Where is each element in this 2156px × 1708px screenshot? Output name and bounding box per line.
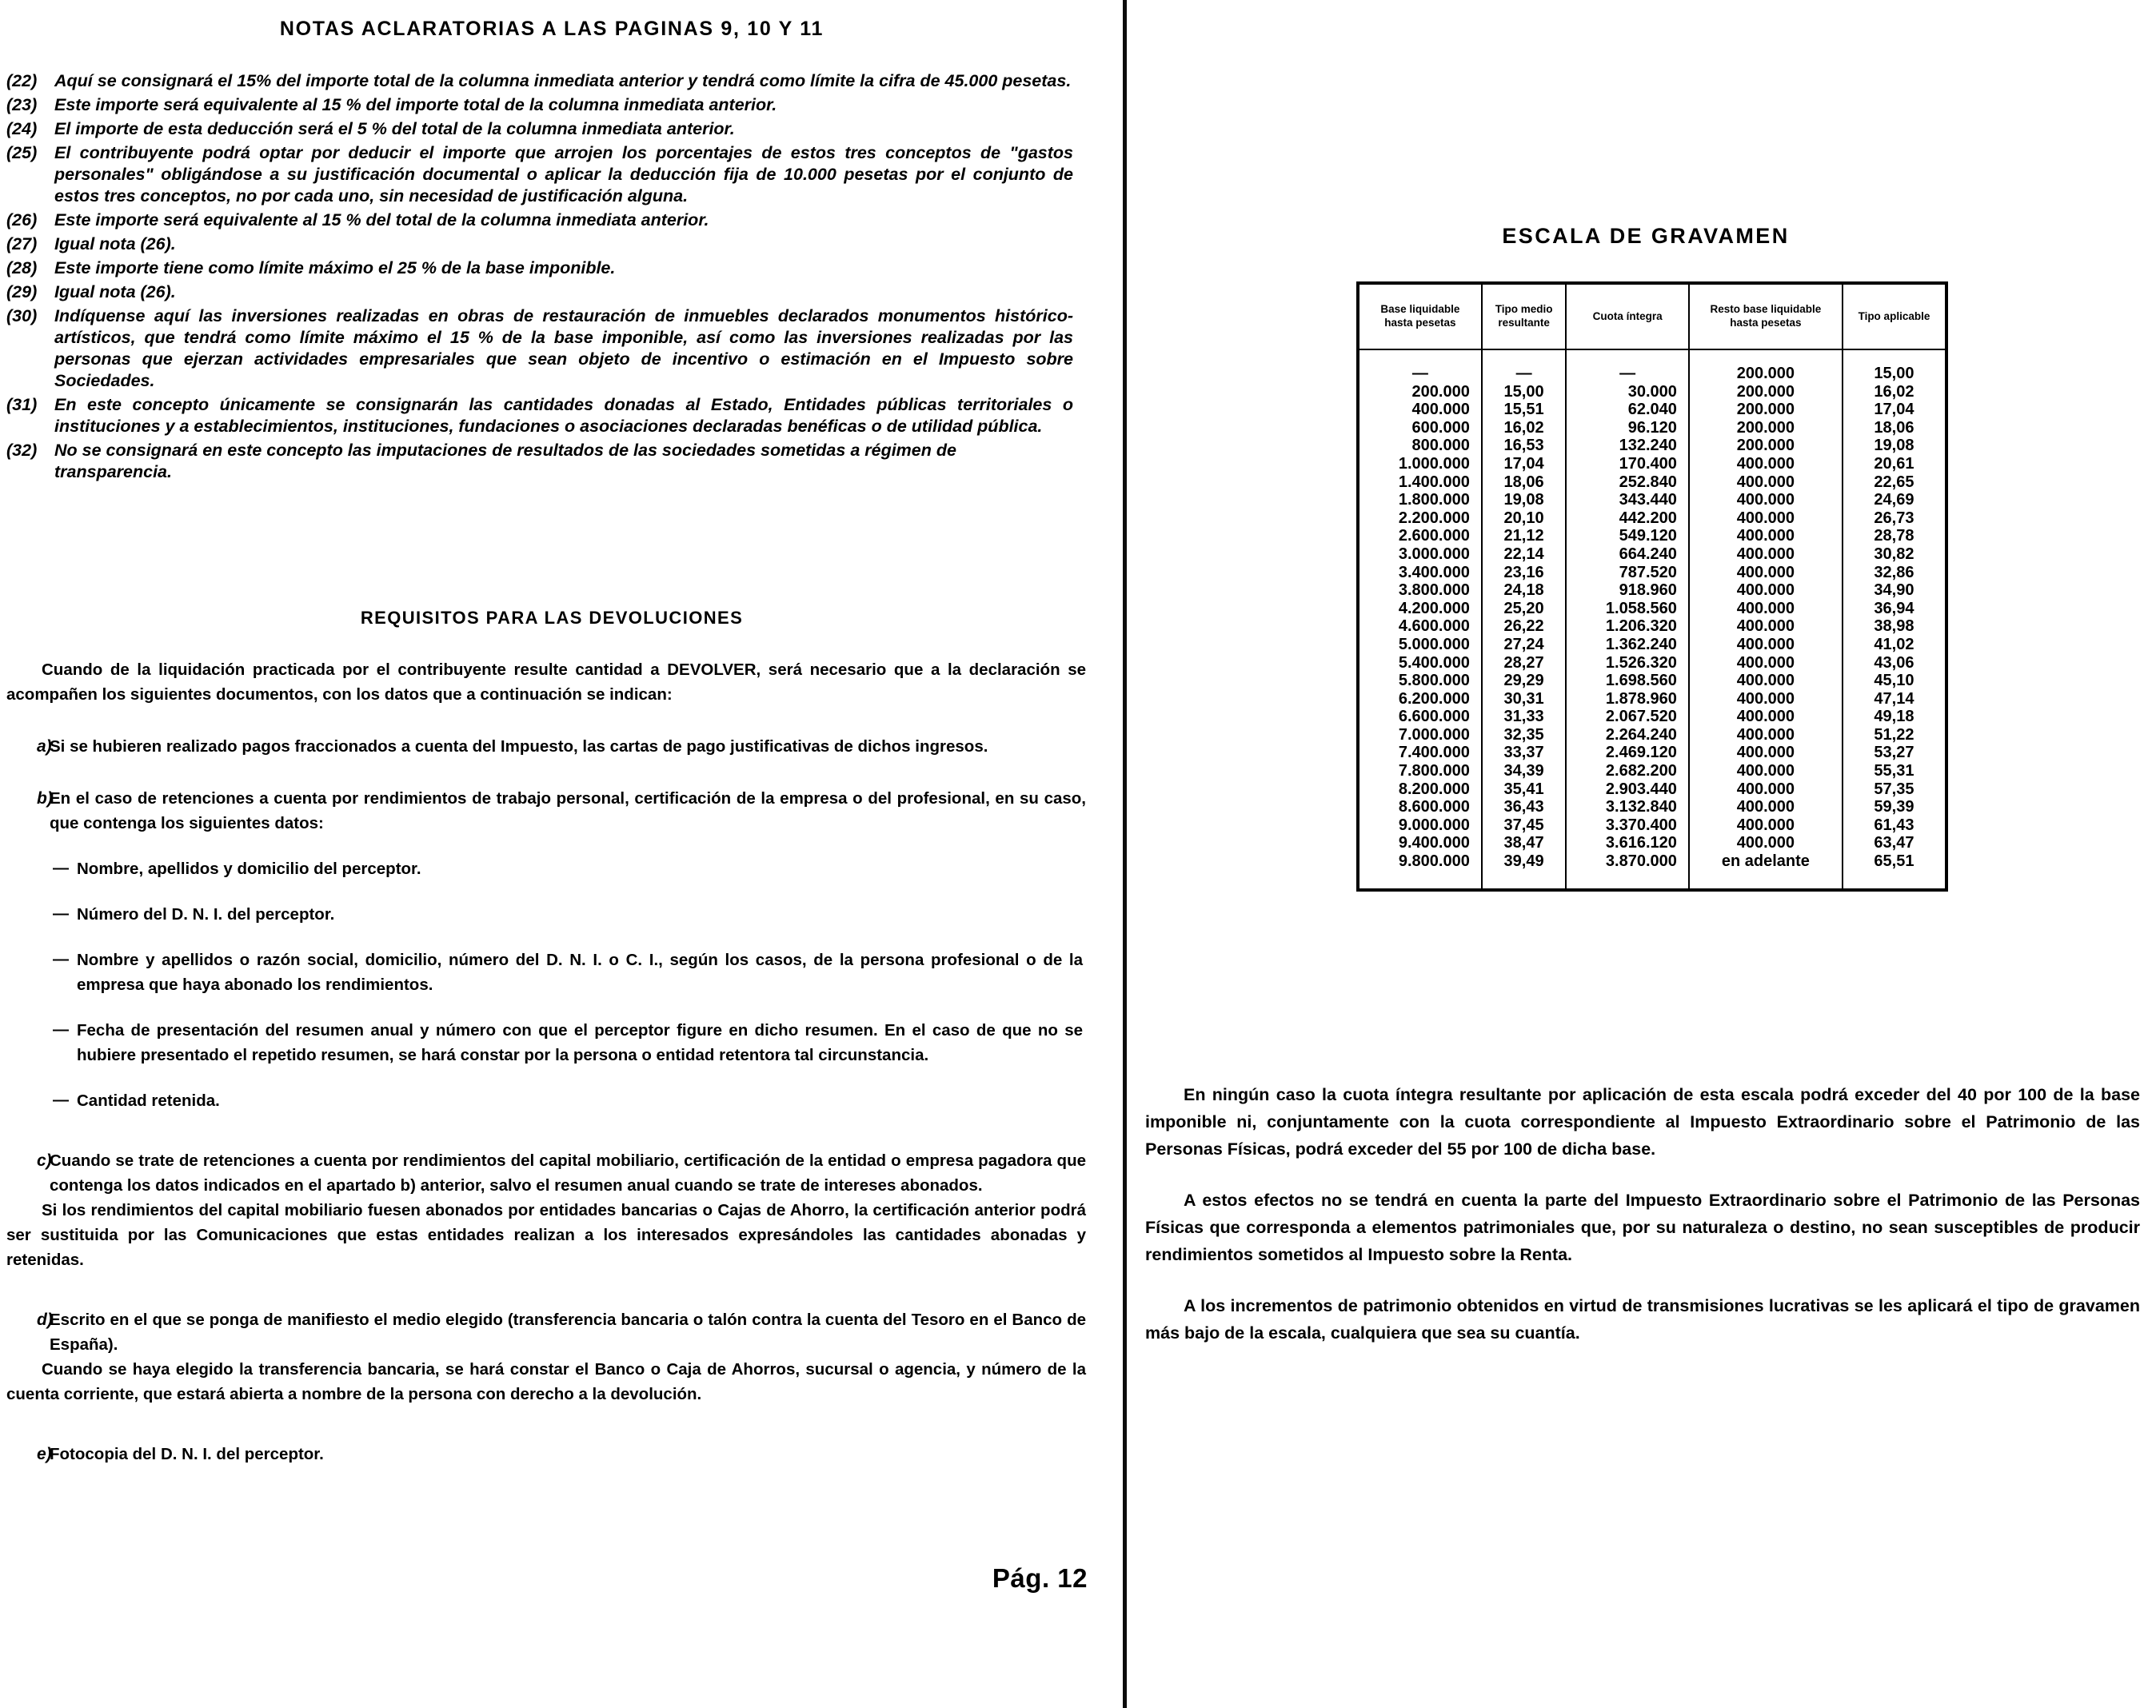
table-row — [1358, 744, 1946, 762]
cell-tipo-medio: 20,10 — [1482, 509, 1567, 528]
note-item — [6, 281, 1086, 303]
cell-tipo-medio: 15,51 — [1482, 401, 1567, 419]
column-header-tipo-aplicable — [1843, 283, 1946, 349]
cell-tipo-aplicable: 28,78 — [1843, 527, 1946, 545]
cell-tipo-medio: 33,37 — [1482, 744, 1567, 762]
header-line-2: resultante — [1498, 317, 1550, 329]
cell-tipo-medio: 16,02 — [1482, 419, 1567, 437]
cell-resto-base: 400.000 — [1689, 744, 1843, 762]
cell-tipo-medio: 34,39 — [1482, 762, 1567, 780]
cell-tipo-medio: 37,45 — [1482, 816, 1567, 835]
item-text-d: Escrito en el que se ponga de manifiesto el medio elegido (transferencia bancaria o talón contra la cuenta del Tesoro en el Banco de España). — [50, 1311, 1086, 1354]
cell-cuota-integra: 2.903.440 — [1566, 780, 1689, 799]
cell-cuota-integra: 3.870.000 — [1566, 852, 1689, 890]
cell-tipo-aplicable: 55,31 — [1843, 762, 1946, 780]
note-item — [6, 440, 1086, 483]
item-text-b: En el caso de retenciones a cuenta por rendimientos de trabajo personal, certificación de la empresa o del profesional, en su caso, que contenga los siguientes datos: — [50, 789, 1086, 832]
cell-cuota-integra: 252.840 — [1566, 473, 1689, 492]
cell-tipo-medio: 21,12 — [1482, 527, 1567, 545]
cell-resto-base: 200.000 — [1689, 401, 1843, 419]
requirement-item-b — [0, 786, 1104, 836]
header-line-1: Cuota íntegra — [1592, 309, 1663, 322]
cell-resto-base: 400.000 — [1689, 834, 1843, 852]
cell-cuota-integra: 170.400 — [1566, 455, 1689, 473]
table-row — [1358, 617, 1946, 636]
cell-resto-base: 200.000 — [1689, 349, 1843, 383]
cell-resto-base: 400.000 — [1689, 564, 1843, 582]
cell-tipo-medio: 26,22 — [1482, 617, 1567, 636]
cell-tipo-aplicable: 30,82 — [1843, 545, 1946, 564]
clarifying-notes-list — [6, 70, 1086, 485]
tax-scale-table — [1356, 281, 1948, 892]
cell-base-liquidable: 9.800.000 — [1358, 852, 1482, 890]
note-number: (28) — [6, 258, 38, 277]
cell-tipo-aplicable: 18,06 — [1843, 419, 1946, 437]
note-number: (32) — [6, 441, 38, 460]
cell-resto-base: 400.000 — [1689, 527, 1843, 545]
cell-tipo-medio: 35,41 — [1482, 780, 1567, 799]
cell-cuota-integra: 787.520 — [1566, 564, 1689, 582]
cell-cuota-integra: 918.960 — [1566, 581, 1689, 600]
table-row — [1358, 419, 1946, 437]
cell-resto-base: 400.000 — [1689, 617, 1843, 636]
table-row — [1358, 726, 1946, 744]
cell-cuota-integra: 1.058.560 — [1566, 600, 1689, 618]
cell-base-liquidable: 2.200.000 — [1358, 509, 1482, 528]
cell-tipo-aplicable: 61,43 — [1843, 816, 1946, 835]
cell-base-liquidable: 5.800.000 — [1358, 672, 1482, 690]
sub-item-b2 — [0, 902, 1104, 927]
cell-tipo-medio: 24,18 — [1482, 581, 1567, 600]
cell-tipo-aplicable: 15,00 — [1843, 349, 1946, 383]
table-row — [1358, 491, 1946, 509]
cell-cuota-integra: — — [1566, 349, 1689, 383]
requirement-item-c — [0, 1148, 1104, 1198]
cell-tipo-aplicable: 17,04 — [1843, 401, 1946, 419]
cell-tipo-aplicable: 24,69 — [1843, 491, 1946, 509]
cell-resto-base: 200.000 — [1689, 383, 1843, 401]
cell-cuota-integra: 62.040 — [1566, 401, 1689, 419]
column-header-tipo-medio — [1482, 283, 1567, 349]
cell-base-liquidable: 6.200.000 — [1358, 690, 1482, 708]
cell-tipo-aplicable: 57,35 — [1843, 780, 1946, 799]
sub-item-b1 — [0, 856, 1104, 881]
cell-base-liquidable: 1.400.000 — [1358, 473, 1482, 492]
sub-item-b4 — [0, 1018, 1104, 1068]
item-text-c-continued: Si los rendimientos del capital mobiliario fuesen abonados por entidades bancarias o Cajas de Ahorro, la certificación anterior podrá ser sustituida por las Comunicaciones que estas entidades realizan a los interesados expresándoles las cantidades abonadas y retenidas. — [6, 1201, 1086, 1269]
cell-base-liquidable: 3.800.000 — [1358, 581, 1482, 600]
note-item — [6, 94, 1086, 116]
sub-item-b5 — [0, 1088, 1104, 1113]
cell-tipo-aplicable: 38,98 — [1843, 617, 1946, 636]
cell-tipo-aplicable: 22,65 — [1843, 473, 1946, 492]
table-row — [1358, 401, 1946, 419]
table-row — [1358, 852, 1946, 890]
cell-tipo-medio: — — [1482, 349, 1567, 383]
cell-resto-base: 400.000 — [1689, 816, 1843, 835]
table-row — [1358, 654, 1946, 672]
table-row — [1358, 437, 1946, 455]
cell-tipo-aplicable: 59,39 — [1843, 798, 1946, 816]
cell-cuota-integra: 1.698.560 — [1566, 672, 1689, 690]
cell-tipo-medio: 39,49 — [1482, 852, 1567, 890]
cell-cuota-integra: 1.878.960 — [1566, 690, 1689, 708]
cell-cuota-integra: 2.469.120 — [1566, 744, 1689, 762]
dash-bullet-icon: — — [53, 1091, 69, 1109]
cell-tipo-aplicable: 45,10 — [1843, 672, 1946, 690]
header-line-1: Resto base liquidable — [1710, 303, 1822, 315]
page-number: Pág. 12 — [992, 1563, 1088, 1593]
cell-resto-base: 400.000 — [1689, 654, 1843, 672]
table-row — [1358, 509, 1946, 528]
refunds-intro-paragraph: Cuando de la liquidación practicada por el contribuyente resulte cantidad a DEVOLVER, será necesario que a la declaración se acompañen los siguientes documentos, con los datos que a continuación se indican: — [6, 660, 1086, 704]
note-text: El importe de esta deducción será el 5 % del total de la columna inmediata anterior. — [54, 119, 735, 138]
header-line-2: hasta pesetas — [1384, 317, 1456, 329]
note-number: (24) — [6, 119, 38, 138]
cell-base-liquidable: 400.000 — [1358, 401, 1482, 419]
table-row — [1358, 708, 1946, 726]
cell-tipo-aplicable: 63,47 — [1843, 834, 1946, 852]
table-body — [1358, 349, 1946, 890]
header-line-1: Base liquidable — [1380, 303, 1460, 315]
notes-section-heading: NOTAS ACLARATORIAS A LAS PAGINAS 9, 10 Y 11 — [279, 18, 824, 40]
refunds-section-heading: REQUISITOS PARA LAS DEVOLUCIONES — [360, 608, 744, 628]
cell-tipo-medio: 16,53 — [1482, 437, 1567, 455]
scale-paragraph-3: A los incrementos de patrimonio obtenidos en virtud de transmisiones lucrativas se les aplicará el tipo de gravamen más bajo de la escala, cualquiera que sea su cuantía. — [1145, 1296, 2140, 1343]
cell-tipo-medio: 28,27 — [1482, 654, 1567, 672]
scale-paragraph-1: En ningún caso la cuota íntegra resultante por aplicación de esta escala podrá exceder del 40 por 100 de la base imponible ni, conjuntamente con la cuota correspondiente al Impuesto Extraordinario sobre el Patrimonio de las Personas Físicas, podrá exceder del 55 por 100 de dicha base. — [1145, 1085, 2140, 1159]
scale-table-heading: ESCALA DE GRAVAMEN — [1502, 224, 1790, 248]
note-text: Aquí se consignará el 15% del importe total de la columna inmediata anterior y tendrá como límite la cifra de 45.000 pesetas. — [54, 71, 1072, 90]
table-row — [1358, 762, 1946, 780]
table-row — [1358, 581, 1946, 600]
cell-cuota-integra: 1.526.320 — [1566, 654, 1689, 672]
item-text-e: Fotocopia del D. N. I. del perceptor. — [50, 1445, 324, 1463]
note-item — [6, 70, 1086, 92]
cell-tipo-aplicable: 41,02 — [1843, 636, 1946, 654]
cell-tipo-aplicable: 20,61 — [1843, 455, 1946, 473]
right-column — [1136, 0, 2156, 1708]
item-text-c: Cuando se trate de retenciones a cuenta por rendimientos del capital mobiliario, certificación de la entidad o empresa pagadora que contenga los datos indicados en el apartado b) anterior, salvo el resumen anual cuando se trate de intereses abonados. — [50, 1151, 1086, 1195]
note-text: En este concepto únicamente se consignarán las cantidades donadas al Estado, Entidades públicas territoriales o instituciones y a establecimientos, instituciones, fundaciones o asociaciones declaradas benéficas o de utilidad pública. — [54, 395, 1073, 436]
cell-tipo-medio: 25,20 — [1482, 600, 1567, 618]
cell-base-liquidable: 5.400.000 — [1358, 654, 1482, 672]
cell-tipo-aplicable: 43,06 — [1843, 654, 1946, 672]
sub-item-text: Nombre, apellidos y domicilio del perceptor. — [77, 860, 421, 878]
note-text: Este importe será equivalente al 15 % del importe total de la columna inmediata anterior. — [54, 95, 777, 114]
requirement-item-e — [0, 1442, 1104, 1467]
cell-resto-base: 400.000 — [1689, 491, 1843, 509]
sub-item-text: Número del D. N. I. del perceptor. — [77, 905, 335, 924]
dash-bullet-icon: — — [53, 860, 69, 877]
cell-tipo-medio: 30,31 — [1482, 690, 1567, 708]
note-text: Igual nota (26). — [54, 234, 176, 253]
item-marker-a: a) — [37, 737, 52, 756]
cell-base-liquidable: 8.200.000 — [1358, 780, 1482, 799]
scale-table-container — [1356, 281, 1948, 892]
item-marker-e: e) — [37, 1445, 52, 1463]
header-line-1: Tipo aplicable — [1858, 309, 1930, 322]
column-divider-rule — [1123, 0, 1127, 1708]
note-number: (22) — [6, 71, 38, 90]
dash-bullet-icon: — — [53, 951, 69, 968]
table-row — [1358, 600, 1946, 618]
cell-base-liquidable: 800.000 — [1358, 437, 1482, 455]
note-number: (23) — [6, 95, 38, 114]
note-number: (30) — [6, 306, 38, 325]
cell-tipo-aplicable: 16,02 — [1843, 383, 1946, 401]
requirement-item-d — [0, 1307, 1104, 1357]
column-header-cuota-integra — [1566, 283, 1689, 349]
cell-tipo-medio: 17,04 — [1482, 455, 1567, 473]
cell-resto-base: 400.000 — [1689, 726, 1843, 744]
item-text-d-continued: Cuando se haya elegido la transferencia bancaria, se hará constar el Banco o Caja de Ahorros, sucursal o agencia, y número de la cuenta corriente, que estará abierta a nombre de la persona con derecho a la devolución. — [6, 1360, 1086, 1403]
cell-cuota-integra: 1.206.320 — [1566, 617, 1689, 636]
header-line-2: hasta pesetas — [1730, 317, 1802, 329]
table-row — [1358, 798, 1946, 816]
cell-resto-base: 400.000 — [1689, 672, 1843, 690]
item-marker-c: c) — [37, 1151, 52, 1170]
cell-cuota-integra: 30.000 — [1566, 383, 1689, 401]
cell-base-liquidable: 1.800.000 — [1358, 491, 1482, 509]
note-number: (31) — [6, 395, 38, 414]
cell-cuota-integra: 2.067.520 — [1566, 708, 1689, 726]
cell-cuota-integra: 96.120 — [1566, 419, 1689, 437]
dash-bullet-icon: — — [53, 1021, 69, 1039]
cell-resto-base: 400.000 — [1689, 708, 1843, 726]
note-text: No se consignará en este concepto las imputaciones de resultados de las sociedades sometidas a régimen de transparencia. — [54, 441, 956, 481]
cell-tipo-medio: 23,16 — [1482, 564, 1567, 582]
cell-base-liquidable: 7.000.000 — [1358, 726, 1482, 744]
cell-resto-base: 400.000 — [1689, 762, 1843, 780]
column-header-base-liquidable — [1358, 283, 1482, 349]
note-item — [6, 305, 1086, 392]
sub-item-text: Fecha de presentación del resumen anual y número con que el perceptor figure en dicho resumen. En el caso de que no se hubiere presentado el repetido resumen, se hará constar por la persona o entidad retentora tal circunstancia. — [77, 1021, 1083, 1064]
cell-cuota-integra: 3.616.120 — [1566, 834, 1689, 852]
cell-cuota-integra: 132.240 — [1566, 437, 1689, 455]
cell-resto-base: 400.000 — [1689, 581, 1843, 600]
table-row — [1358, 780, 1946, 799]
cell-tipo-aplicable: 51,22 — [1843, 726, 1946, 744]
cell-cuota-integra: 3.370.400 — [1566, 816, 1689, 835]
cell-resto-base: 400.000 — [1689, 600, 1843, 618]
sub-item-text: Cantidad retenida. — [77, 1091, 220, 1110]
cell-cuota-integra: 3.132.840 — [1566, 798, 1689, 816]
cell-tipo-medio: 32,35 — [1482, 726, 1567, 744]
cell-base-liquidable: 7.800.000 — [1358, 762, 1482, 780]
cell-tipo-aplicable: 53,27 — [1843, 744, 1946, 762]
refunds-section-body — [0, 657, 1104, 1467]
table-row — [1358, 455, 1946, 473]
cell-cuota-integra: 549.120 — [1566, 527, 1689, 545]
cell-base-liquidable: 5.000.000 — [1358, 636, 1482, 654]
cell-resto-base: 400.000 — [1689, 455, 1843, 473]
cell-cuota-integra: 1.362.240 — [1566, 636, 1689, 654]
cell-cuota-integra: 664.240 — [1566, 545, 1689, 564]
cell-base-liquidable: 4.600.000 — [1358, 617, 1482, 636]
note-item — [6, 142, 1086, 207]
table-row — [1358, 545, 1946, 564]
cell-tipo-medio: 18,06 — [1482, 473, 1567, 492]
cell-resto-base: 200.000 — [1689, 419, 1843, 437]
item-marker-b: b) — [37, 789, 53, 808]
scale-explanatory-paragraphs — [1145, 1081, 2148, 1371]
cell-resto-base: 400.000 — [1689, 545, 1843, 564]
scale-paragraph-2: A estos efectos no se tendrá en cuenta la parte del Impuesto Extraordinario sobre el Patrimonio de las Personas Físicas que corresponda a elementos patrimoniales que, por su naturaleza o destino, no sean susceptibles de producir rendimientos sometidos al Impuesto sobre la Renta. — [1145, 1191, 2140, 1264]
cell-tipo-aplicable: 65,51 — [1843, 852, 1946, 890]
note-text: Indíquense aquí las inversiones realizadas en obras de restauración de inmuebles declarados monumentos histórico-artísticos, que tendrá como límite máximo el 15 % de la base imponible, así como las inversiones realizadas por las personas que ejerzan actividades empresariales que sean objeto de incentivo o estimación en el Impuesto sobre Sociedades. — [54, 306, 1073, 390]
note-number: (26) — [6, 210, 38, 229]
note-item — [6, 394, 1086, 437]
cell-cuota-integra: 2.682.200 — [1566, 762, 1689, 780]
cell-tipo-aplicable: 32,86 — [1843, 564, 1946, 582]
cell-cuota-integra: 2.264.240 — [1566, 726, 1689, 744]
table-row — [1358, 383, 1946, 401]
dash-bullet-icon: — — [53, 905, 69, 923]
cell-base-liquidable: 9.000.000 — [1358, 816, 1482, 835]
note-text: Igual nota (26). — [54, 282, 176, 301]
cell-base-liquidable: 6.600.000 — [1358, 708, 1482, 726]
cell-resto-base: 400.000 — [1689, 509, 1843, 528]
cell-base-liquidable: 7.400.000 — [1358, 744, 1482, 762]
note-number: (25) — [6, 143, 38, 162]
cell-tipo-medio: 27,24 — [1482, 636, 1567, 654]
note-text: Este importe tiene como límite máximo el 25 % de la base imponible. — [54, 258, 616, 277]
cell-base-liquidable: 8.600.000 — [1358, 798, 1482, 816]
note-number: (27) — [6, 234, 38, 253]
note-item — [6, 257, 1086, 279]
note-item — [6, 233, 1086, 255]
table-row — [1358, 816, 1946, 835]
note-item — [6, 210, 1086, 231]
table-row — [1358, 473, 1946, 492]
table-row — [1358, 834, 1946, 852]
cell-resto-base: 400.000 — [1689, 636, 1843, 654]
cell-tipo-medio: 29,29 — [1482, 672, 1567, 690]
cell-base-liquidable: 200.000 — [1358, 383, 1482, 401]
table-row — [1358, 527, 1946, 545]
cell-cuota-integra: 343.440 — [1566, 491, 1689, 509]
cell-base-liquidable: — — [1358, 349, 1482, 383]
cell-tipo-medio: 31,33 — [1482, 708, 1567, 726]
cell-resto-base: 400.000 — [1689, 798, 1843, 816]
table-row — [1358, 636, 1946, 654]
cell-tipo-aplicable: 34,90 — [1843, 581, 1946, 600]
cell-tipo-aplicable: 19,08 — [1843, 437, 1946, 455]
item-text-a: Si se hubieren realizado pagos fraccionados a cuenta del Impuesto, las cartas de pago justificativas de dichos ingresos. — [50, 737, 988, 756]
cell-base-liquidable: 600.000 — [1358, 419, 1482, 437]
cell-tipo-medio: 22,14 — [1482, 545, 1567, 564]
table-row — [1358, 690, 1946, 708]
cell-base-liquidable: 1.000.000 — [1358, 455, 1482, 473]
note-number: (29) — [6, 282, 38, 301]
cell-tipo-medio: 19,08 — [1482, 491, 1567, 509]
cell-base-liquidable: 3.400.000 — [1358, 564, 1482, 582]
cell-tipo-medio: 38,47 — [1482, 834, 1567, 852]
cell-resto-base: 200.000 — [1689, 437, 1843, 455]
header-line-1: Tipo medio — [1495, 303, 1553, 315]
note-text: El contribuyente podrá optar por deducir el importe que arrojen los porcentajes de estos tres conceptos de "gastos personales" obligándose a su justificación documental o aplicar la deducción fija de 10.000 pesetas por el conjunto de estos tres conceptos, no por cada uno, sin necesidad de justificación alguna. — [54, 143, 1073, 206]
cell-tipo-aplicable: 47,14 — [1843, 690, 1946, 708]
cell-resto-base: en adelante — [1689, 852, 1843, 890]
cell-base-liquidable: 9.400.000 — [1358, 834, 1482, 852]
note-text: Este importe será equivalente al 15 % del total de la columna inmediata anterior. — [54, 210, 709, 229]
cell-tipo-aplicable: 49,18 — [1843, 708, 1946, 726]
cell-base-liquidable: 3.000.000 — [1358, 545, 1482, 564]
sub-item-b3 — [0, 948, 1104, 997]
sub-item-text: Nombre y apellidos o razón social, domicilio, número del D. N. I. o C. I., según los casos, de la persona profesional o de la empresa que haya abonado los rendimientos. — [77, 951, 1083, 994]
cell-tipo-medio: 15,00 — [1482, 383, 1567, 401]
cell-base-liquidable: 2.600.000 — [1358, 527, 1482, 545]
cell-base-liquidable: 4.200.000 — [1358, 600, 1482, 618]
cell-cuota-integra: 442.200 — [1566, 509, 1689, 528]
cell-tipo-aplicable: 26,73 — [1843, 509, 1946, 528]
item-marker-d: d) — [37, 1311, 53, 1329]
table-row — [1358, 672, 1946, 690]
table-head — [1358, 283, 1946, 349]
cell-resto-base: 400.000 — [1689, 690, 1843, 708]
table-row — [1358, 349, 1946, 383]
cell-tipo-medio: 36,43 — [1482, 798, 1567, 816]
requirement-item-a — [0, 734, 1104, 759]
table-header-row — [1358, 283, 1946, 349]
column-header-resto-base — [1689, 283, 1843, 349]
table-row — [1358, 564, 1946, 582]
note-item — [6, 118, 1086, 140]
cell-resto-base: 400.000 — [1689, 780, 1843, 799]
cell-tipo-aplicable: 36,94 — [1843, 600, 1946, 618]
cell-resto-base: 400.000 — [1689, 473, 1843, 492]
